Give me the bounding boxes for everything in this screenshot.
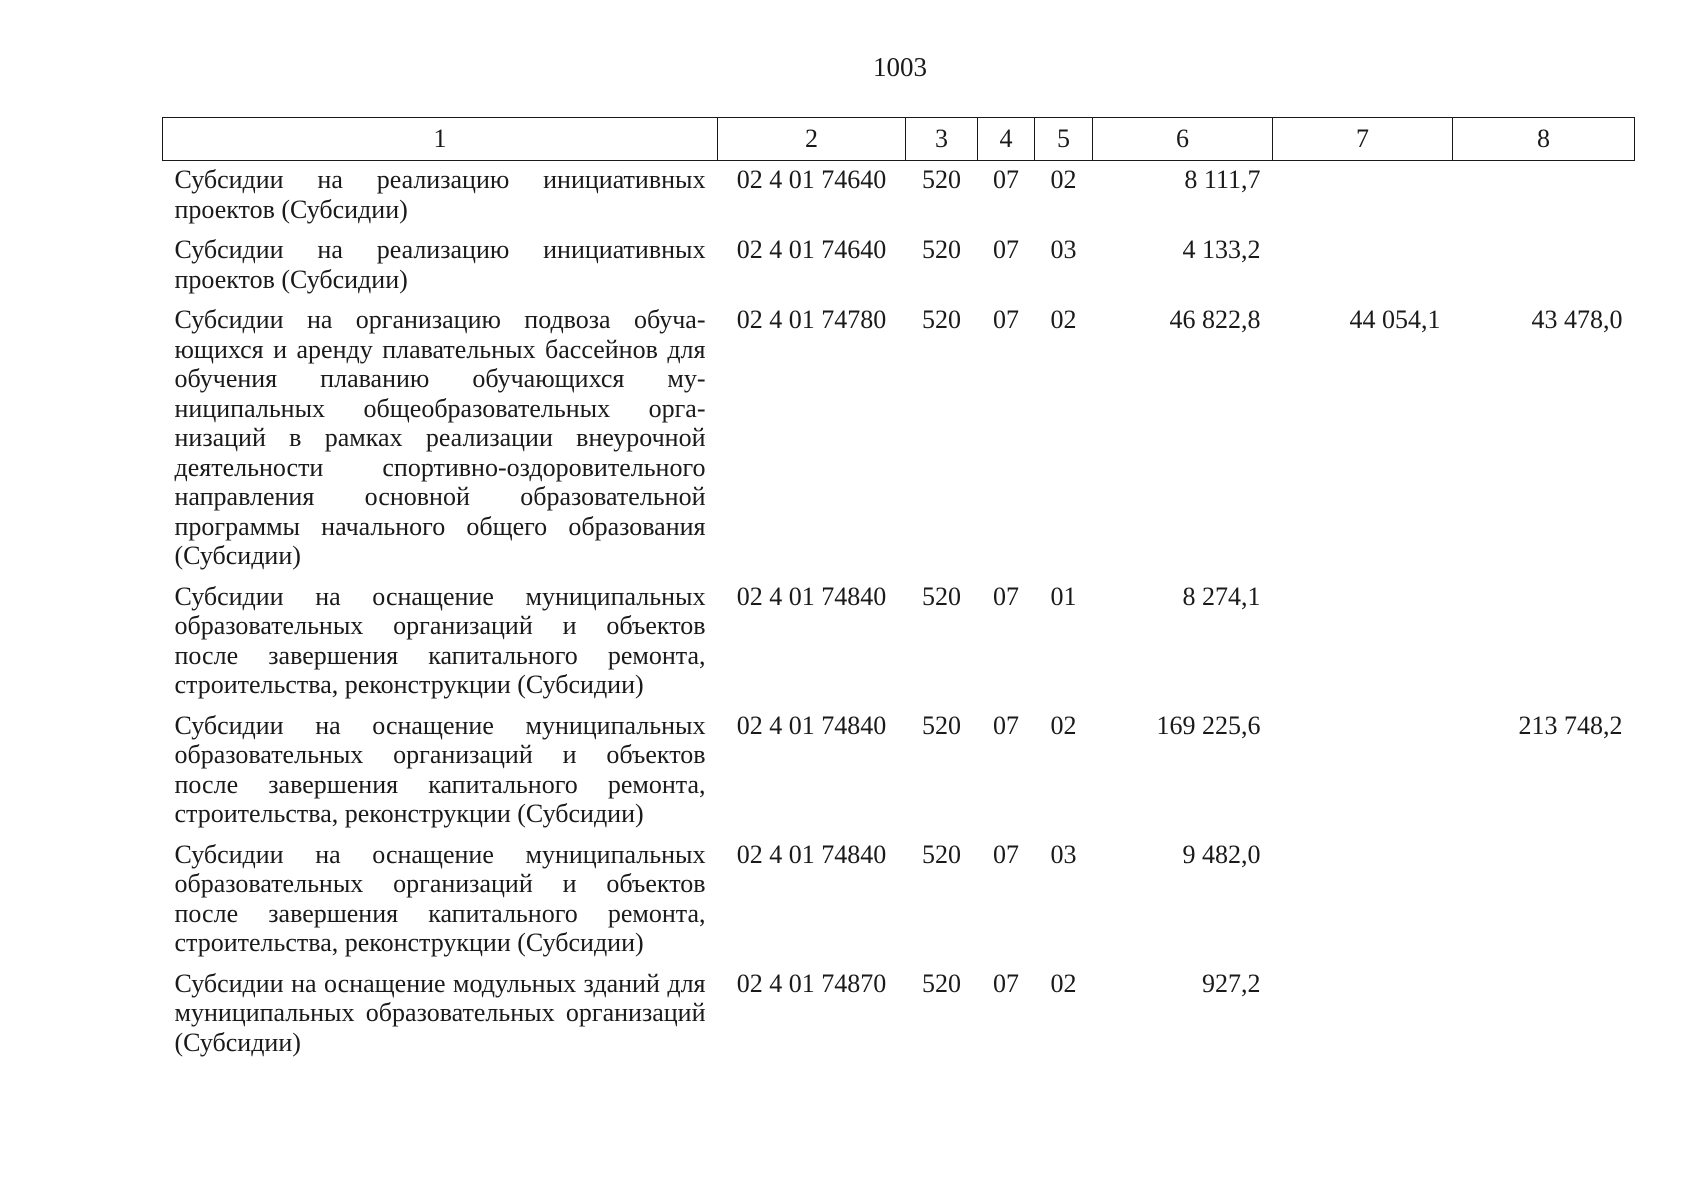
column-header-3: 3 [906,118,978,161]
header-row [163,118,1635,161]
row-code: 02 4 01 74840 [736,581,887,611]
row-col7 [1273,235,1453,305]
row-col7 [1273,711,1453,840]
row-col5: 03 [1050,235,1077,264]
row-description: Субсидии на организацию подвоза обучающихся и аренду плавательных бассейнов для обучения плаванию обучающихся муниципальных общеобразовательных организаций в рамках реализации внеурочной деятельности спортивно-оздоровительного направления основной образовательной программы начального общего образования (Субсидии) [174,305,706,570]
table-row [163,582,1635,711]
row-col3: 520 [922,968,961,998]
row-col7 [1273,840,1453,969]
row-code: 02 4 01 74840 [736,710,887,740]
row-col7 [1273,161,1453,236]
row-col8: 213 748,2 [1518,710,1623,740]
row-code: 02 4 01 74840 [736,839,887,869]
row-code: 02 4 01 74870 [736,968,887,998]
row-col3: 520 [922,165,961,194]
row-col3: 520 [922,235,961,264]
row-col6: 169 225,6 [1156,710,1261,740]
row-col8 [1453,235,1635,305]
column-header-5: 5 [1035,118,1093,161]
row-col7: 44 054,1 [1349,305,1441,334]
column-header-6: 6 [1093,118,1273,161]
row-col4: 07 [993,710,1019,740]
row-description: Субсидии на оснащение муниципальных образовательных организаций и объектов после завершения капитального ремонта, строительства, реконструкции (Субсидии) [174,581,706,699]
row-col8 [1453,161,1635,236]
row-col6: 9 482,0 [1182,839,1261,869]
row-col6: 4 133,2 [1182,235,1261,264]
table-row [163,235,1635,305]
row-col8: 43 478,0 [1531,305,1623,334]
row-description: Субсидии на оснащение муниципальных образовательных организаций и объектов после завершения капитального ремонта, строительства, реконструкции (Субсидии) [174,839,706,957]
row-col5: 01 [1050,581,1077,611]
row-code: 02 4 01 74640 [736,165,887,194]
row-description: Субсидии на реализацию инициативных проектов (Субсидии) [174,165,706,224]
row-code: 02 4 01 74640 [736,235,887,264]
row-col5: 02 [1050,710,1077,740]
row-col3: 520 [922,305,961,334]
column-header-1: 1 [163,118,718,161]
row-col8 [1453,969,1635,1069]
row-description: Субсидии на оснащение модульных зданий для муниципальных образовательных организаций (Субсидии) [174,968,706,1057]
row-col5: 02 [1050,968,1077,998]
row-description: Субсидии на реализацию инициативных проектов (Субсидии) [174,235,706,294]
table-row [163,840,1635,969]
row-col6: 927,2 [1202,968,1261,998]
row-col7 [1273,969,1453,1069]
row-col4: 07 [993,581,1019,611]
column-header-7: 7 [1273,118,1453,161]
budget-table [162,117,1635,1068]
column-header-4: 4 [978,118,1035,161]
row-col8 [1453,840,1635,969]
row-col3: 520 [922,710,961,740]
row-col7 [1273,582,1453,711]
row-col6: 8 111,7 [1184,165,1261,194]
row-col4: 07 [993,305,1019,334]
row-col4: 07 [993,968,1019,998]
column-header-8: 8 [1453,118,1635,161]
table-row [163,711,1635,840]
row-col6: 8 274,1 [1182,581,1261,611]
row-description: Субсидии на оснащение муниципальных образовательных организаций и объектов после завершения капитального ремонта, строительства, реконструкции (Субсидии) [174,710,706,828]
page-number: 1003 [873,52,927,82]
row-col3: 520 [922,581,961,611]
row-col3: 520 [922,839,961,869]
row-col8 [1453,582,1635,711]
row-col4: 07 [993,235,1019,264]
row-col4: 07 [993,839,1019,869]
table-row [163,969,1635,1069]
row-col6: 46 822,8 [1169,305,1261,334]
row-code: 02 4 01 74780 [736,305,887,334]
table-row [163,161,1635,236]
row-col5: 03 [1050,839,1077,869]
row-col4: 07 [993,165,1019,194]
table-row [163,305,1635,582]
column-header-2: 2 [718,118,906,161]
row-col5: 02 [1050,305,1077,334]
row-col5: 02 [1050,165,1077,194]
